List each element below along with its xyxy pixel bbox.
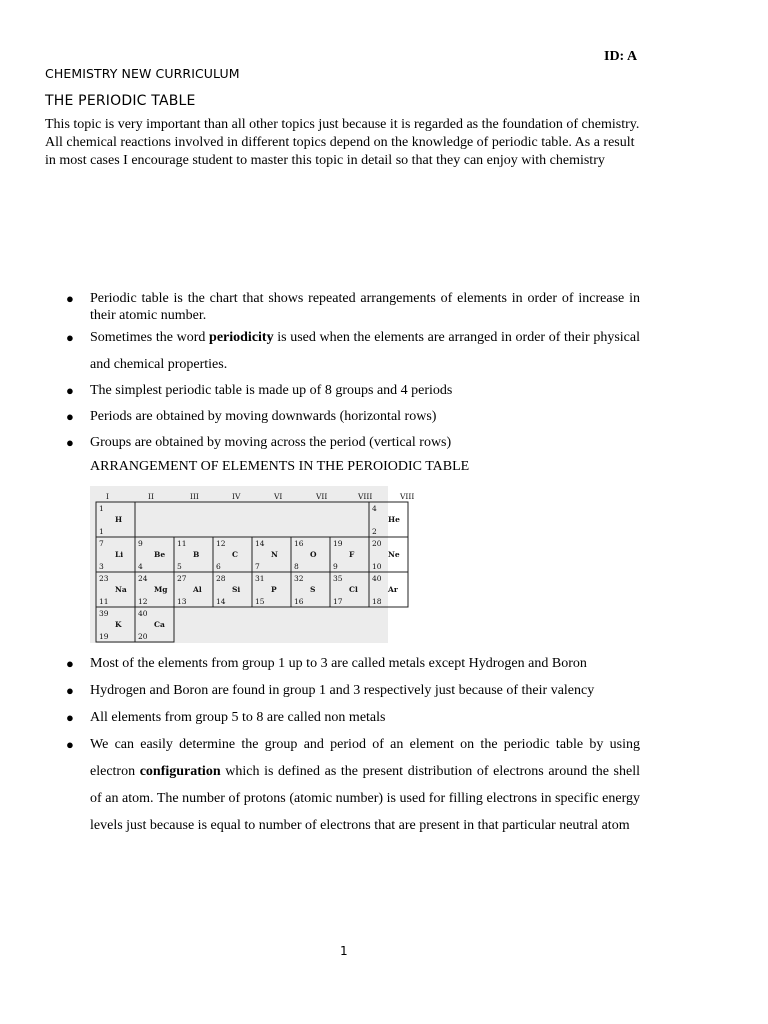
element-number: 11 bbox=[99, 597, 109, 606]
element-number: 10 bbox=[372, 562, 382, 571]
element-mass: 23 bbox=[99, 574, 109, 583]
list-item-text: Periods are obtained by moving downwards (horizontal rows) bbox=[90, 409, 437, 424]
list-item bbox=[0, 324, 640, 378]
element-mass: 32 bbox=[294, 574, 304, 583]
course-title: CHEMISTRY NEW CURRICULUM bbox=[45, 66, 240, 81]
list-item bbox=[0, 290, 640, 324]
element-symbol: F bbox=[349, 550, 355, 559]
bullet-icon: ● bbox=[66, 291, 74, 306]
group-header: III bbox=[190, 492, 199, 501]
element-mass: 40 bbox=[138, 609, 148, 618]
element-symbol: He bbox=[388, 515, 400, 524]
bullet-icon: ● bbox=[66, 656, 74, 671]
element-symbol: Ca bbox=[154, 620, 165, 629]
element-symbol: B bbox=[193, 550, 200, 559]
element-number: 19 bbox=[99, 632, 109, 641]
element-number: 5 bbox=[177, 562, 182, 571]
list-item-text: We can easily determine the group and period of an element on the periodic table by using electron configuration which is defined as the present distribution of electrons around the shell of an atom. The number of protons (atomic number) is used for filling electrons in specific energy levels just because is equal to number of electrons that are present in that particular neutral atom bbox=[90, 737, 640, 833]
element-symbol: Ne bbox=[388, 550, 400, 559]
intro-paragraph: This topic is very important than all other topics just because it is regarded as the foundation of chemistry. All chemical reactions involved in different topics depend on the knowledge of periodic table. As a result in most cases I encourage student to master this topic in detail so that they can enjoy with chemistry bbox=[45, 117, 640, 168]
list-item-text: Sometimes the word periodicity is used when the elements are arranged in order of their physical and chemical properties. bbox=[90, 330, 640, 372]
element-mass: 31 bbox=[255, 574, 265, 583]
element-mass: 24 bbox=[138, 574, 148, 583]
bullet-icon: ● bbox=[66, 683, 74, 698]
group-header: I bbox=[106, 492, 109, 501]
element-number: 2 bbox=[372, 527, 377, 536]
table-heading: ARRANGEMENT OF ELEMENTS IN THE PEROIODIC TABLE bbox=[90, 459, 470, 474]
periodic-table-figure bbox=[90, 486, 415, 643]
table-frame bbox=[96, 490, 432, 642]
element-mass: 9 bbox=[138, 539, 143, 548]
page-number: 1 bbox=[340, 944, 348, 958]
list-item-text: Most of the elements from group 1 up to 3 are called metals except Hydrogen and Boron bbox=[90, 656, 587, 671]
element-symbol: Li bbox=[115, 550, 124, 559]
element-number: 12 bbox=[138, 597, 148, 606]
element-symbol: Al bbox=[193, 585, 202, 594]
list-item bbox=[0, 404, 640, 430]
element-mass: 35 bbox=[333, 574, 343, 583]
element-number: 6 bbox=[216, 562, 221, 571]
element-mass: 39 bbox=[99, 609, 109, 618]
element-number: 16 bbox=[294, 597, 304, 606]
element-mass: 4 bbox=[372, 504, 377, 513]
element-number: 3 bbox=[99, 562, 104, 571]
bullet-icon: ● bbox=[66, 409, 74, 424]
element-symbol: S bbox=[310, 585, 316, 594]
list-item bbox=[0, 677, 640, 704]
list-item-text: Hydrogen and Boron are found in group 1 and 3 respectively just because of their valency bbox=[90, 683, 595, 698]
element-symbol: Cl bbox=[349, 585, 358, 594]
element-mass: 7 bbox=[99, 539, 104, 548]
list-item bbox=[0, 378, 640, 404]
group-header: VIII bbox=[358, 492, 373, 501]
element-number: 9 bbox=[333, 562, 338, 571]
term-configuration: configuration bbox=[139, 764, 221, 779]
list-item bbox=[0, 650, 640, 677]
element-number: 7 bbox=[255, 562, 260, 571]
element-number: 1 bbox=[99, 527, 104, 536]
list-item bbox=[0, 731, 640, 839]
element-symbol: C bbox=[232, 550, 238, 559]
element-mass: 14 bbox=[255, 539, 265, 548]
periodic-table-svg bbox=[90, 486, 415, 643]
element-symbol: N bbox=[271, 550, 278, 559]
element-mass: 28 bbox=[216, 574, 226, 583]
list-item bbox=[0, 704, 640, 731]
list-item-text: Periodic table is the chart that shows repeated arrangements of elements in order of increase in their atomic number. bbox=[90, 291, 640, 323]
bullet-icon: ● bbox=[66, 435, 74, 450]
term-periodicity: periodicity bbox=[209, 330, 274, 345]
list-item-text: The simplest periodic table is made up of 8 groups and 4 periods bbox=[90, 383, 453, 398]
element-mass: 19 bbox=[333, 539, 343, 548]
list-item bbox=[0, 430, 640, 456]
bullet-icon: ● bbox=[66, 737, 74, 752]
element-symbol: Be bbox=[154, 550, 166, 559]
element-number: 8 bbox=[294, 562, 299, 571]
page-title: THE PERIODIC TABLE bbox=[45, 93, 196, 109]
element-symbol: O bbox=[310, 550, 317, 559]
element-mass: 12 bbox=[216, 539, 226, 548]
bullet-icon: ● bbox=[66, 330, 74, 345]
element-symbol: Mg bbox=[154, 585, 168, 594]
element-mass: 27 bbox=[177, 574, 187, 583]
element-mass: 16 bbox=[294, 539, 304, 548]
element-number: 13 bbox=[177, 597, 187, 606]
bullet-icon: ● bbox=[66, 383, 74, 398]
element-mass: 11 bbox=[177, 539, 187, 548]
element-number: 18 bbox=[372, 597, 382, 606]
group-header: II bbox=[148, 492, 154, 501]
element-mass: 20 bbox=[372, 539, 382, 548]
group-header: IV bbox=[232, 492, 241, 501]
element-number: 20 bbox=[138, 632, 148, 641]
element-symbol: H bbox=[115, 515, 123, 524]
group-header: VIII bbox=[400, 492, 415, 501]
element-symbol: Ar bbox=[388, 585, 398, 594]
bullet-list-definitions bbox=[0, 290, 640, 456]
element-number: 17 bbox=[333, 597, 343, 606]
element-symbol: Si bbox=[232, 585, 241, 594]
element-symbol: P bbox=[271, 585, 277, 594]
document-id: ID: A bbox=[604, 49, 638, 64]
element-number: 4 bbox=[138, 562, 143, 571]
element-number: 15 bbox=[255, 597, 265, 606]
element-mass: 40 bbox=[372, 574, 382, 583]
group-header: VII bbox=[316, 492, 328, 501]
element-symbol: Na bbox=[115, 585, 127, 594]
bullet-icon: ● bbox=[66, 710, 74, 725]
element-mass: 1 bbox=[99, 504, 104, 513]
element-number: 14 bbox=[216, 597, 226, 606]
element-symbol: K bbox=[115, 620, 122, 629]
bullet-list-facts bbox=[0, 650, 640, 839]
list-item-text: Groups are obtained by moving across the period (vertical rows) bbox=[90, 435, 452, 450]
list-item-text: All elements from group 5 to 8 are called non metals bbox=[90, 710, 386, 725]
group-header: VI bbox=[274, 492, 283, 501]
